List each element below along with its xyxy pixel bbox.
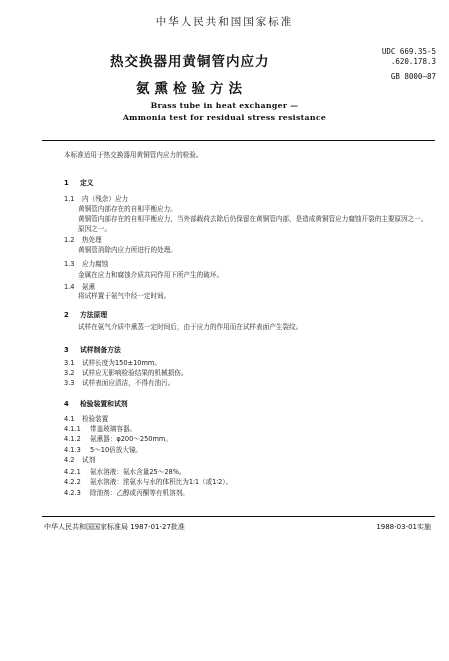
paragraph-line bbox=[78, 262, 223, 281]
footer-effective: 1988-03-01实施 bbox=[376, 523, 431, 531]
paragraph-text: 黄铜管内部存在的自相平衡应力。 bbox=[78, 205, 177, 213]
clause-number: 1.3 bbox=[64, 260, 75, 268]
paragraph-text: 试样在氨气介质中熏蒸一定时间后，由于应力的作用而在试样表面产生裂纹。 bbox=[78, 323, 303, 331]
clause-number: 4.2 bbox=[64, 456, 75, 464]
clause-number: 1.1 bbox=[64, 195, 75, 203]
section-number: 3 bbox=[64, 346, 69, 354]
clause-number: 1.2 bbox=[64, 236, 75, 244]
clause-number: 3.2 bbox=[64, 369, 75, 377]
clause-text: 除油剂：乙醇或丙酮等有机溶剂。 bbox=[90, 489, 189, 497]
clause-text: 带盖玻璃容器。 bbox=[90, 425, 137, 433]
clause-number: 4.1.1 bbox=[64, 425, 81, 433]
clause-number: 4.1.3 bbox=[64, 446, 81, 454]
footer-issuer: 中华人民共和国国家标准局 1987-01-27批准 bbox=[44, 523, 185, 531]
clause-text: 检验装置 bbox=[82, 415, 109, 423]
clause-text: 热处理 bbox=[82, 236, 102, 244]
clause-text: 应力腐蚀 bbox=[82, 260, 109, 268]
paragraph-text: 黄铜管消除内应力所进行的处理。 bbox=[78, 246, 177, 254]
clause-text: 氨水溶液：浓氨水与水的体积比为1∶1（或1∶2）。 bbox=[90, 478, 233, 486]
section-title: 试样制备方法 bbox=[80, 346, 121, 354]
udc-code-line2: .620.178.3 bbox=[390, 57, 436, 66]
section-title: 方法原理 bbox=[80, 311, 108, 319]
clause-line bbox=[64, 370, 174, 389]
clause-text: 氨熏 bbox=[82, 283, 96, 291]
clause-number: 3.3 bbox=[64, 379, 75, 387]
section-title: 检验装置和试剂 bbox=[80, 400, 128, 408]
title-english-line2: Ammonia test for residual stress resistance bbox=[122, 113, 327, 122]
clause-line bbox=[64, 480, 189, 499]
clause-number: 4.1.2 bbox=[64, 435, 81, 443]
clause-text: 试样应无影响检验结果的机械损伤。 bbox=[82, 369, 188, 377]
clause-number: 4.2.3 bbox=[64, 489, 81, 497]
paragraph-text: 金属在应力和腐蚀介质共同作用下所产生的破坏。 bbox=[78, 271, 224, 279]
clause-text: 氨熏器：φ200～250mm。 bbox=[90, 435, 172, 443]
standard-header: 中华人民共和国国家标准 bbox=[155, 16, 294, 28]
clause-text: 内（残余）应力 bbox=[82, 195, 129, 203]
clause-text: 试样表面应清洁，不得有油污。 bbox=[82, 379, 175, 387]
udc-code-line1: UDC 669.35-5 bbox=[381, 47, 436, 56]
clause-number: 4.2.1 bbox=[64, 468, 81, 476]
clause-text: 氨水溶液：氨水含量25～28%。 bbox=[90, 468, 186, 476]
clause-text: 试样长度为150±10mm。 bbox=[82, 359, 161, 367]
intro-text: 本标准适用于热交换器用黄铜管内应力的检验。 bbox=[64, 151, 203, 159]
clause-number: 4.1 bbox=[64, 415, 75, 423]
title-english-line1: Brass tube in heat exchanger — bbox=[150, 101, 299, 110]
top-rule bbox=[42, 140, 435, 141]
clause-text: 试剂 bbox=[82, 456, 96, 464]
clause-text: 5～10倍放大镜。 bbox=[90, 446, 143, 454]
section-title: 定义 bbox=[80, 179, 94, 187]
gb-code: GB 8000—87 bbox=[390, 72, 436, 81]
paragraph-text: 黄铜管内部存在的自相平衡应力，当外部载荷去除后仍保留在黄铜管内部，是造成黄铜管应力腐蚀开裂的主要原因之一。 bbox=[78, 215, 428, 223]
paragraph-line bbox=[78, 206, 427, 225]
title-chinese: 热交换器用黄铜管内应力 bbox=[110, 54, 270, 70]
section-number: 1 bbox=[64, 179, 69, 187]
section-number: 2 bbox=[64, 311, 69, 319]
clause-number: 1.4 bbox=[64, 283, 75, 291]
bottom-rule bbox=[42, 516, 435, 517]
section-number: 4 bbox=[64, 400, 69, 408]
clause-number: 3.1 bbox=[64, 359, 75, 367]
clause-number: 4.2.2 bbox=[64, 478, 81, 486]
paragraph-text: 将试样置于氨气中经一定时间。 bbox=[78, 292, 171, 300]
paragraph-text: 原因之一。 bbox=[78, 225, 111, 233]
paragraph-line bbox=[78, 314, 302, 333]
subtitle-chinese: 氨熏检验方法 bbox=[136, 81, 247, 97]
paragraph-line bbox=[78, 283, 170, 302]
